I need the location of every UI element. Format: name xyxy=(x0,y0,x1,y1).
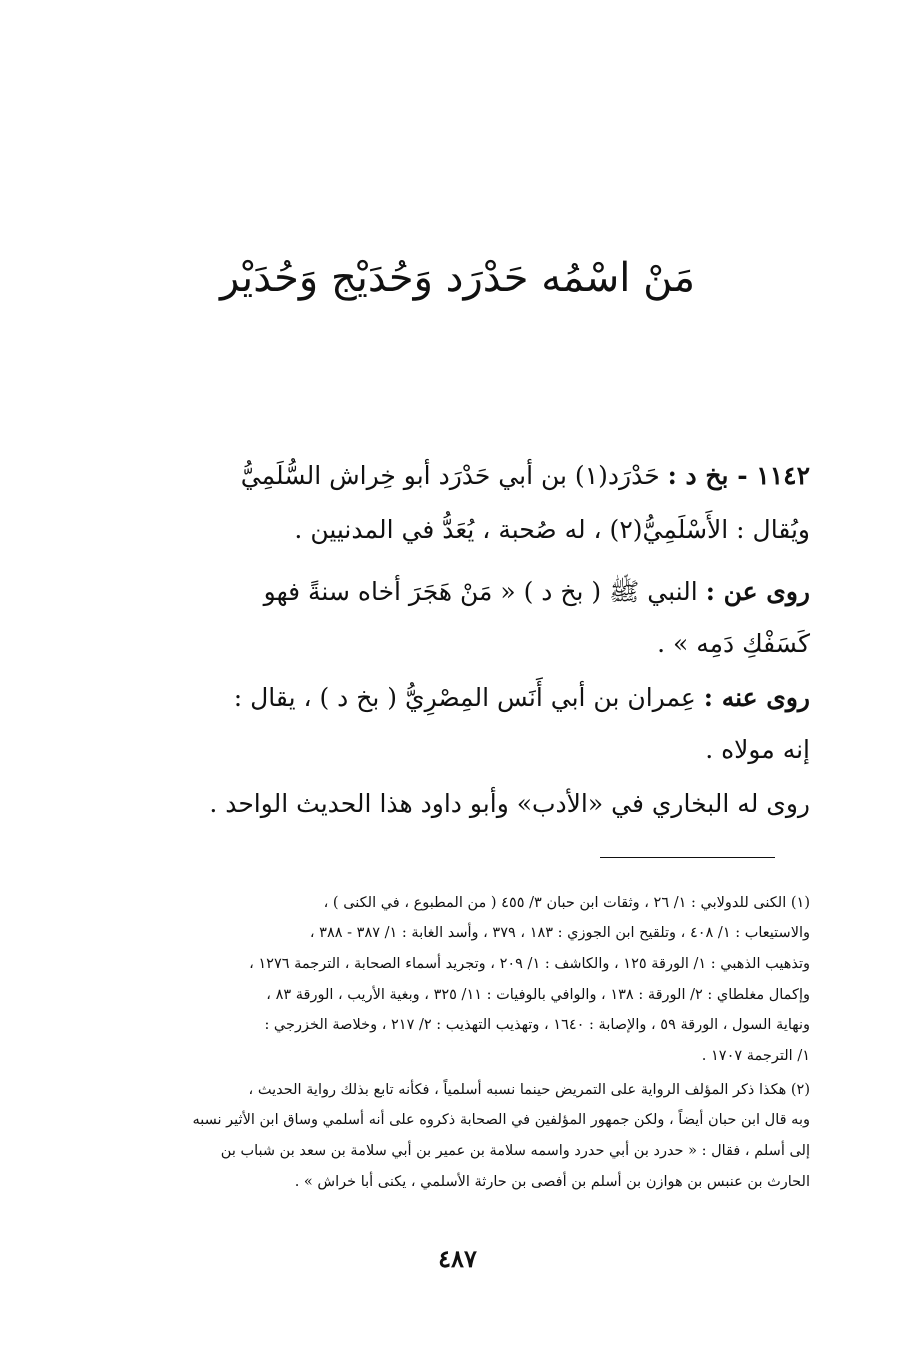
narrated-from-label: روى عن : xyxy=(705,577,810,606)
footnote-2-line: إلى أسلم ، فقال : « حدرد بن أبي حدرد واسمه سلامة بن عمير بن أبي سلامة بن سعد بن شباب بن xyxy=(220,1143,810,1159)
entry-line-1 xyxy=(125,462,810,491)
narrated-by-line-1 xyxy=(125,684,810,713)
page-number: ٤٨٧ xyxy=(438,1244,477,1273)
entry-number: ١١٤٢ - بخ د : xyxy=(667,461,810,490)
narrated-from-line-1 xyxy=(125,578,810,607)
footnote-divider xyxy=(600,857,775,858)
footnote-2-line: الحارث بن عنبس بن هوازن بن أسلم بن أفصى بن حارثة الأسلمي ، يكنى أبا خراش » . xyxy=(294,1174,810,1190)
narrated-from-line-2: كَسَفْكِ دَمِه » . xyxy=(657,629,810,658)
narrated-by-line-2: إنه مولاه . xyxy=(705,735,810,764)
narrated-by-label: روى عنه : xyxy=(703,683,810,712)
narrated-by-text: عِمران بن أبي أَنَس المِصْرِيُّ ( بخ د ) ، يقال : xyxy=(233,683,696,712)
closing-statement: روى له البخاري في «الأدب» وأبو داود هذا الحديث الواحد . xyxy=(209,789,810,818)
footnote-2-line: (٢) هكذا ذكر المؤلف الرواية على التمريض حينما نسبه أسلمياً ، فكأنه تابع بذلك رواية الحديث ، xyxy=(248,1082,810,1098)
footnote-1-line: والاستيعاب : ١/ ٤٠٨ ، وتلقيح ابن الجوزي : ١٨٣ ، ٣٧٩ ، وأسد الغابة : ١/ ٣٨٧ - ٣٨٨ ، xyxy=(309,925,810,941)
footnote-1-line: وإكمال مغلطاي : ٢/ الورقة : ١٣٨ ، والوافي بالوفيات : ١١/ ٣٢٥ ، وبغية الأريب ، الورقة ٨٣ ، xyxy=(266,987,810,1003)
narrated-from-text: النبي ﷺ ( بخ د ) « مَنْ هَجَرَ أخاه سنةً فهو xyxy=(263,577,698,606)
footnote-1-line: (١) الكنى للدولابي : ١/ ٢٦ ، وثقات ابن حبان ٣/ ٤٥٥ ( من المطبوع ، في الكنى ) ، xyxy=(323,895,810,911)
footnote-1-line: ١/ الترجمة ١٧٠٧ . xyxy=(701,1048,810,1064)
entry-line-2: ويُقال : الأَسْلَمِيُّ(٢) ، له صُحبة ، يُعَدُّ في المدنيين . xyxy=(294,515,810,544)
footnote-2-line: وبه قال ابن حبان أيضاً ، ولكن جمهور المؤلفين في الصحابة ذكروه على أنه أسلمي وساق ابن الأثير نسبه xyxy=(192,1112,810,1128)
chapter-title: مَنْ اسْمُه حَدْرَد وَحُدَيْج وَحُدَيْر xyxy=(219,255,696,301)
footnote-1-line: وتذهيب الذهبي : ١/ الورقة ١٢٥ ، والكاشف : ١/ ٢٠٩ ، وتجريد أسماء الصحابة ، الترجمة ١٢٧٦ ، xyxy=(249,956,810,972)
footnote-1-line: ونهاية السول ، الورقة ٥٩ ، والإصابة : ١٦٤٠ ، وتهذيب التهذيب : ٢/ ٢١٧ ، وخلاصة الخزرجي : xyxy=(264,1017,810,1033)
entry-heading-name: حَدْرَد(١) بن أبي حَدْرَد أبو خِراش السُّلَمِيُّ xyxy=(240,461,660,490)
